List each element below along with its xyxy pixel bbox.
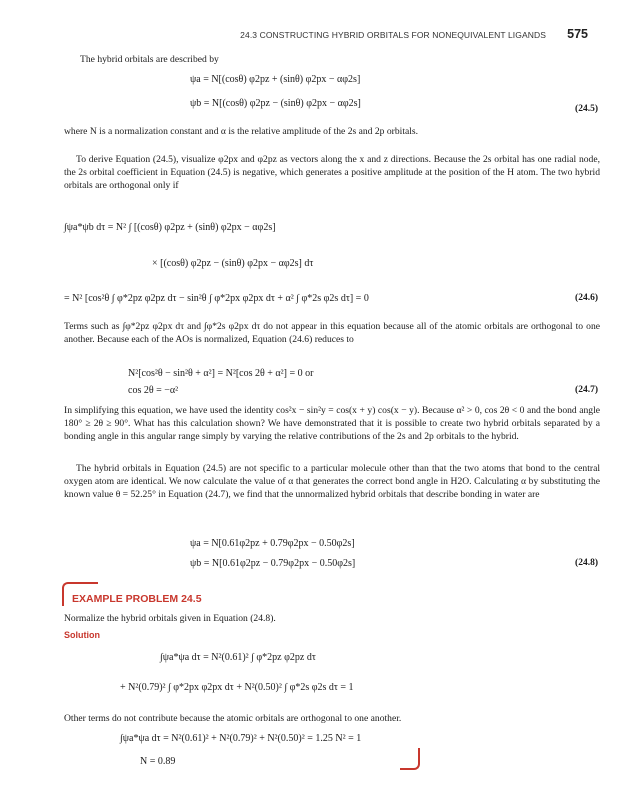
equation-psi-b: ψb = N[(cosθ) φ2pz − (sinθ) φ2px − αφ2s] [190,98,361,109]
equation-orthogonal-line1: ∫ψa*ψb dτ = N² ∫ [(cosθ) φ2pz + (sinθ) φ2px − αφ2s] [64,222,276,233]
solution-equation-1: ∫ψa*ψa dτ = N²(0.61)² ∫ φ*2pz φ2pz dτ [160,652,316,663]
running-header [0,27,626,47]
solution-equation-4: N = 0.89 [140,756,176,767]
solution-label: Solution [64,630,100,640]
equation-water-psi-b: ψb = N[0.61φ2pz − 0.79φ2px − 0.50φ2s] [190,558,356,569]
paragraph-terms: Terms such as ∫φ*2pz φ2px dτ and ∫φ*2s φ2px dτ do not appear in this equation because all of the atomic orbitals are orthogonal to one another. Because each of the AOs is normalized, Equation (24.6) reduces to [64,321,600,345]
example-problem-title: EXAMPLE PROBLEM 24.5 [72,593,202,605]
equation-water-psi-a: ψa = N[0.61φ2pz + 0.79φ2px − 0.50φ2s] [190,538,355,549]
paragraph-normalization: where N is a normalization constant and α is the relative amplitude of the 2s and 2p orbitals. [64,126,419,137]
equation-psi-a: ψa = N[(cosθ) φ2pz + (sinθ) φ2px − αφ2s] [190,74,361,85]
chapter-section-title: 24.3 CONSTRUCTING HYBRID ORBITALS FOR NONEQUIVALENT LIGANDS [240,30,546,40]
example-end-bracket [400,748,420,770]
paragraph-other-terms: Other terms do not contribute because the atomic orbitals are orthogonal to one another. [64,713,402,724]
paragraph-intro: The hybrid orbitals are described by [80,54,219,65]
solution-equation-3: ∫ψa*ψa dτ = N²(0.61)² + N²(0.79)² + N²(0.50)² = 1.25 N² = 1 [120,733,362,744]
paragraph-derivation: To derive Equation (24.5), visualize φ2px and φ2pz as vectors along the x and z directions. Because the 2s orbital has one radial node, the 2s orbital coefficient in Equation (24.5) is negative, which generates a positive amplitude at the position of the H atom. The two hybrid orbitals are orthogonal only if [64,154,600,191]
solution-equation-2: + N²(0.79)² ∫ φ*2px φ2px dτ + N²(0.50)² ∫ φ*2s φ2s dτ = 1 [120,682,354,693]
equation-reduced-1: N²[cos²θ − sin²θ + α²] = N²[cos 2θ + α²] = 0 or [128,368,314,379]
equation-number-24-7: (24.7) [575,385,598,395]
equation-orthogonal-line3: = N² [cos²θ ∫ φ*2pz φ2pz dτ − sin²θ ∫ φ*2px φ2px dτ + α² ∫ φ*2s φ2s dτ] = 0 [64,293,369,304]
equation-reduced-2: cos 2θ = −α² [128,385,179,396]
paragraph-water: The hybrid orbitals in Equation (24.5) are not specific to a particular molecule other than that the two atoms that bond to the central oxygen atom are identical. We now calculate the value of α that generates the correct bond angle in H2O. Calculating α by substituting the known value θ = 52.25° in Equation (24.7), we find that the unnormalized hybrid orbitals that describe bonding in water are [64,463,600,500]
equation-orthogonal-line2: × [(cosθ) φ2pz − (sinθ) φ2px − αφ2s] dτ [152,258,314,269]
paragraph-simplifying: In simplifying this equation, we have used the identity cos²x − sin²y = cos(x + y) cos(x − y). Because α² > 0, cos 2θ < 0 and the bond angle 180° ≥ 2θ ≥ 90°. What has this calculation shown? We have demonstrated that it is possible to create two hybrid orbitals separated by a bonding angle in this angular range simply by varying the relative contributions of the 2s and 2p orbitals to the hybrid. [64,405,600,442]
equation-number-24-5: (24.5) [575,104,598,114]
equation-number-24-6: (24.6) [575,293,598,303]
page-number: 575 [567,27,588,41]
example-problem-text: Normalize the hybrid orbitals given in Equation (24.8). [64,613,276,624]
equation-number-24-8: (24.8) [575,558,598,568]
